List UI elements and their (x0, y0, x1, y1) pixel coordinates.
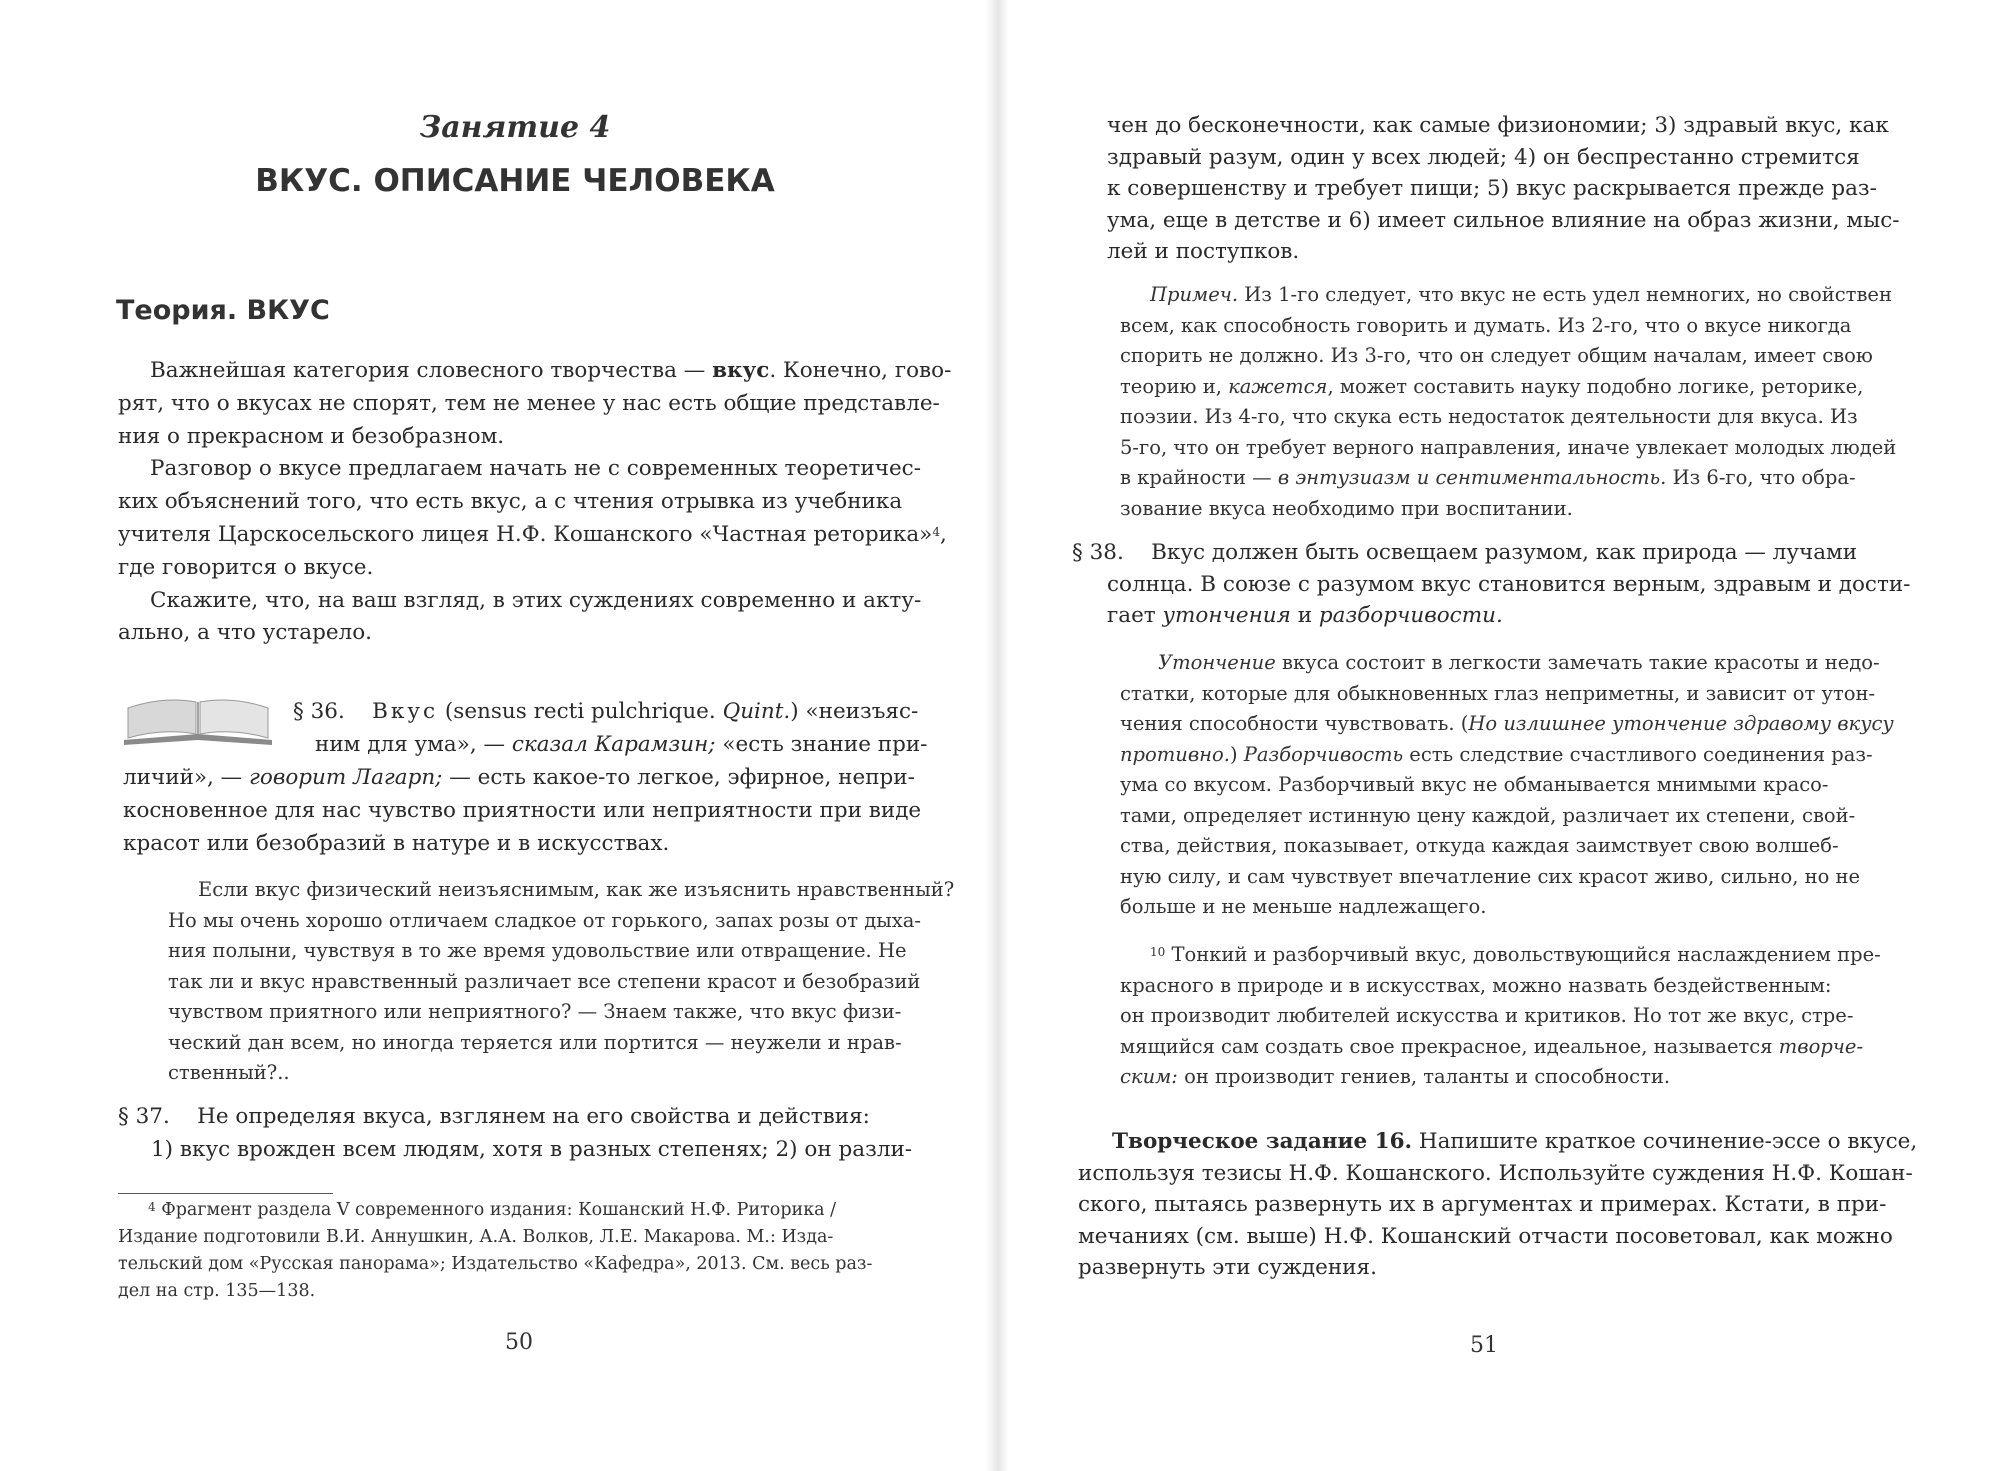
note-italic: творче- (1778, 1034, 1864, 1058)
note-text: в крайности — (1120, 466, 1278, 489)
p38-italic: разборчивости. (1318, 603, 1503, 628)
note-line: так ли и вкус нравственный различает все степени красот и безобразий (168, 969, 921, 993)
note-italic: кажется (1228, 374, 1328, 398)
note-italic: противно. (1120, 742, 1230, 766)
p36-line: косновенное для нас чувство приятности или неприятности при виде (123, 798, 922, 823)
note-italic: ским: (1120, 1065, 1178, 1088)
footnote-divider (118, 1193, 333, 1194)
note-line: спорить не должно. Из 3-го, что он следует общим началам, имеет свою (1120, 344, 1873, 367)
task-line: мечаниях (см. выше) Н.Ф. Кошанский отчасти посоветовал, как можно (1078, 1223, 1893, 1249)
note-line: ческий дан всем, но иногда теряется или портится — неужели и нрав- (168, 1030, 902, 1054)
task-line: ского, пытаясь развернуть их в аргументах и примерах. Кстати, в при- (1078, 1192, 1887, 1217)
note-text: Тонкий и разборчивый вкус, довольствующийся наслаждением пре- (1165, 943, 1881, 966)
note-line: тами, определяет истинную цену каждой, различает их степени, свой- (1120, 803, 1856, 827)
note-label: Примеч. (1150, 283, 1239, 306)
note-line: красного в природе и в искусствах, можно назвать бездейственным: (1120, 973, 1832, 997)
note-italic: Разборчивость (1243, 742, 1404, 766)
lesson-number: Занятие 4 (419, 110, 611, 145)
open-book-icon (118, 690, 278, 750)
page-number-right: 51 (1470, 1333, 1498, 1358)
note-line: зование вкуса необходимо при воспитании. (1120, 496, 1573, 520)
footnote-line: дел на стр. 135—138. (118, 1281, 316, 1301)
task-line: используя тезисы Н.Ф. Кошанского. Используйте суждения Н.Ф. Кошан- (1078, 1160, 1913, 1186)
p37-text: Не определяя вкуса, взглянем на его свойства и действия: (197, 1104, 870, 1129)
intro-line: где говорится о вкусе. (118, 554, 374, 580)
note-text: чения способности чувствовать. ( (1120, 712, 1469, 735)
footnote-ref: 4 (932, 525, 940, 539)
note-line: поэзии. Из 4-го, что скука есть недостаток деятельности для вкуса. Из (1120, 405, 1858, 428)
note-line: больше и не меньше надлежащего. (1120, 895, 1487, 918)
footnote-text: Фрагмент раздела V современного издания: Кошанский Н.Ф. Риторика / (155, 1200, 837, 1220)
p36-text: ) «неизъяс- (790, 699, 919, 724)
note-italic: Но излишнее утончение здравому вкусу (1468, 712, 1894, 735)
paragraph-number: § 38. (1072, 540, 1124, 565)
p38-text: гает (1107, 603, 1163, 628)
note-line: чувством приятного или неприятного? — Знаем также, что вкус физи- (168, 1000, 902, 1023)
note-text: вкуса состоит в легкости замечать такие красоты и недо- (1275, 651, 1880, 674)
p37-cont-line: ума, еще в детстве и 6) имеет сильное влияние на образ жизни, мыс- (1107, 207, 1900, 233)
note-text: мящийся сам создать свое прекрасное, идеальное, называется (1120, 1034, 1779, 1058)
note-line: всем, как способность говорить и думать. Из 2-го, что о вкусе никогда (1120, 313, 1852, 337)
p36-italic: Quint. (722, 699, 791, 724)
p36-text: ним для ума», — (315, 732, 512, 757)
book-gutter (985, 0, 1009, 1471)
task-line: развернуть эти суждения. (1078, 1255, 1377, 1280)
note-italic: в энтузиазм и сентиментальность. (1277, 466, 1667, 489)
p36-text: (sensus recti pulchrique. (438, 699, 723, 724)
p36-text: личий», — (123, 765, 250, 790)
footnote-line: тельский дом «Русская панорама»; Издательство «Кафедра», 2013. См. весь раз- (118, 1254, 873, 1274)
p37-cont-line: к совершенству и требует пищи; 5) вкус раскрывается прежде раз- (1107, 176, 1877, 201)
note-line: ства, действия, показывает, откуда каждая заимствует свою волшеб- (1120, 834, 1839, 857)
p36-line: красот или безобразий в натуре и в искусствах. (123, 831, 670, 856)
footnote-line: Издание подготовили В.И. Аннушкин, А.А. Волков, Л.Е. Макарова. М.: Изда- (118, 1227, 834, 1247)
note-text: Из 1-го следует, что вкус не есть удел немногих, но свойствен (1238, 283, 1892, 306)
note-italic: Утончение (1158, 651, 1276, 674)
note-line: ную силу, и сам чувствует впечатление сих красот живо, сильно, но не (1120, 864, 1861, 888)
p36-text: «есть знание при- (715, 732, 928, 757)
note-text: Из 6-го, что обра- (1666, 466, 1856, 489)
paragraph-number: § 37. (118, 1104, 170, 1129)
note-text: теорию и, (1120, 374, 1229, 398)
intro-line: ких объяснений того, что есть вкус, а с чтения отрывка из учебника (118, 489, 903, 515)
paragraph-number: § 36. (293, 699, 345, 724)
intro-text: учителя Царскосельского лицея Н.Ф. Кошанского «Частная реторика» (118, 522, 933, 547)
page-number-left: 50 (505, 1330, 533, 1355)
note-line: ума со вкусом. Разборчивый вкус не обманывается мнимыми красо- (1120, 773, 1829, 796)
intro-line: ния о прекрасном и безобразном. (118, 423, 505, 449)
p37-cont-line: чен до бесконечности, как самые физиономии; 3) здравый вкус, как (1107, 113, 1889, 138)
p37-line: 1) вкус врожден всем людям, хотя в разных степенях; 2) он разли- (151, 1137, 913, 1162)
task-text: Напишите краткое сочинение-эссе о вкусе, (1412, 1129, 1918, 1154)
note-line: Если вкус физический неизъяснимым, как же изъяснить нравственный? (198, 878, 955, 901)
note-line: ния полыни, чувствуя в то же время удовольствие или отвращение. Не (168, 939, 907, 962)
note-line: Но мы очень хорошо отличаем сладкое от горького, запах розы от дыха- (168, 908, 921, 932)
intro-text: . Конечно, гово- (769, 358, 952, 383)
p36-italic: говорит Лагарп; (249, 765, 443, 790)
note-line: 5-го, что он требует верного направления, иначе увлекает молодых людей (1120, 435, 1897, 459)
p38-line: солнца. В союзе с разумом вкус становится верным, здравым и дости- (1107, 571, 1911, 597)
intro-keyword: вкус (712, 358, 770, 383)
footnote-mark: 10 (1150, 945, 1166, 959)
note-line: он производит любителей искусства и критиков. Но тот же вкус, стре- (1120, 1004, 1854, 1027)
note-line: статки, которые для обыкновенных глаз неприметны, и зависит от утон- (1120, 681, 1876, 705)
intro-text: Важнейшая категория словесного творчества — (150, 358, 713, 383)
note-text: есть следствие счастливого соединения раз- (1403, 742, 1873, 766)
note-text: он производит гениев, таланты и способности. (1177, 1065, 1671, 1088)
note-text: , может составить науку подобно логике, реторике, (1327, 374, 1864, 398)
p36-italic: сказал Карамзин; (511, 732, 716, 757)
task-label: Творческое задание 16. (1112, 1129, 1413, 1154)
note-text: ) (1229, 742, 1244, 766)
footnote-mark: 4 (148, 1200, 156, 1214)
p38-text: Вкус должен быть освещаем разумом, как природа — лучами (1151, 540, 1858, 565)
intro-text: , (939, 522, 947, 547)
p38-italic: утончения (1162, 603, 1291, 628)
intro-line: ально, а что устарело. (118, 620, 372, 646)
p36-text: — есть какое-то легкое, эфирное, непри- (442, 765, 915, 790)
p38-text: и (1290, 603, 1319, 628)
intro-line: Разговор о вкусе предлагаем начать не с современных теоретичес- (150, 456, 921, 482)
paragraph-keyword: Вкус (372, 699, 439, 724)
section-heading: Теория. ВКУС (116, 295, 330, 326)
intro-line: рят, что о вкусах не спорят, тем не менее у нас есть общие представле- (118, 390, 940, 416)
intro-line: Скажите, что, на ваш взгляд, в этих суждениях современно и акту- (150, 587, 922, 613)
lesson-title: ВКУС. ОПИСАНИЕ ЧЕЛОВЕКА (255, 163, 775, 199)
left-page (0, 0, 995, 1471)
p37-cont-line: лей и поступков. (1107, 239, 1300, 264)
note-line: ственный?.. (168, 1061, 290, 1084)
p37-cont-line: здравый разум, один у всех людей; 4) он беспрестанно стремится (1107, 144, 1860, 170)
